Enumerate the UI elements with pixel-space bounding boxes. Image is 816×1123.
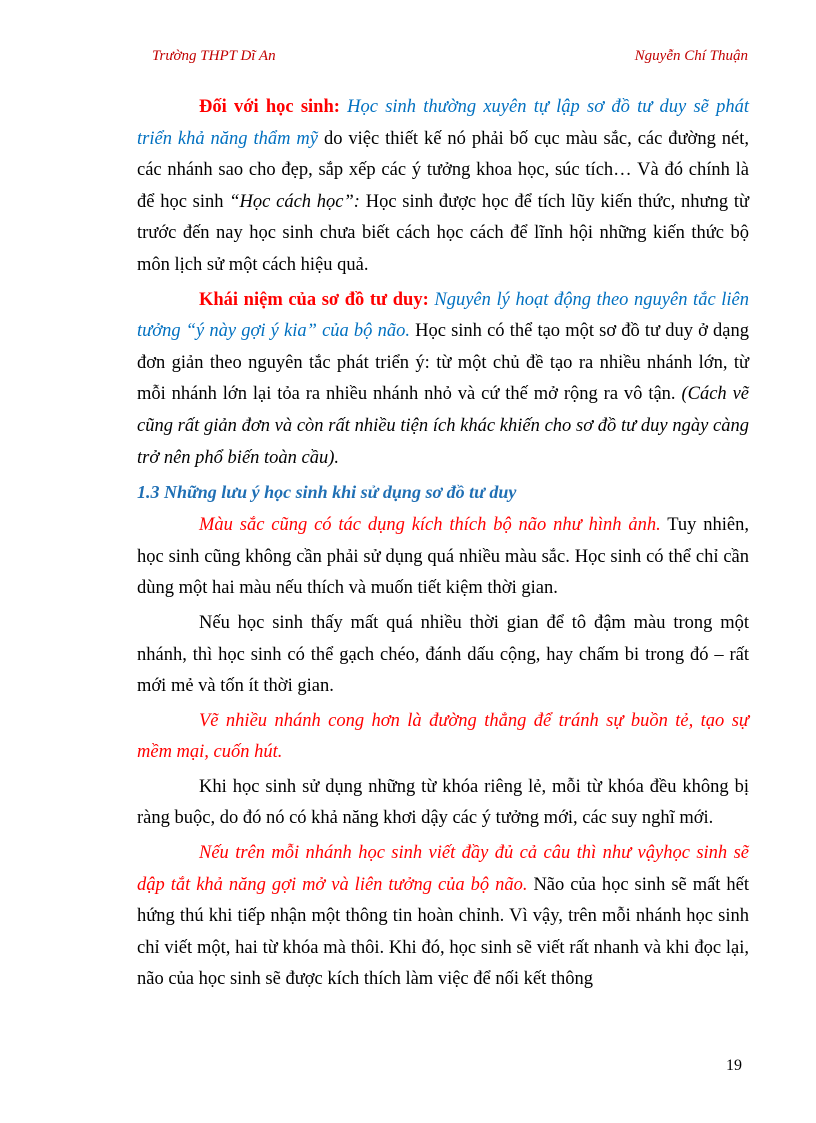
paragraph-text: Nếu học sinh thấy mất quá nhiều thời gian để tô đậm màu trong một nhánh, thì học sinh có thể gạch chéo, đánh dấu cộng, hay chấm bi trong đó – rất mới mẻ và tốn ít thời gian. xyxy=(137,612,749,697)
paragraph-khai-niem xyxy=(137,285,749,475)
paragraph-text: Khi học sinh sử dụng những từ khóa riêng lẻ, mỗi từ khóa đều không bị ràng buộc, do đó nó có khả năng khơi dậy các ý tưởng mới, các suy nghĩ mới. xyxy=(137,776,749,829)
section-heading: 1.3 Những lưu ý học sinh khi sử dụng sơ đồ tư duy xyxy=(137,482,517,503)
paragraph-mau-sac xyxy=(137,510,749,605)
paragraph-text: do việc thiết kế nó phải bố cục màu sắc, các đường nét, các nhánh sao cho đẹp, sắp xếp các ý tưởng khoa học, súc tích… Và đó chính là để học sinh xyxy=(137,128,750,212)
quote-text: “Học cách học”: xyxy=(229,191,360,212)
page-number: 19 xyxy=(726,1057,742,1074)
paragraph-lead: Khái niệm của sơ đồ tư duy: xyxy=(199,289,429,310)
paragraph-text: Học sinh có thể tạo một sơ đồ tư duy ở dạng đơn giản theo nguyên tắc phát triển ý: từ một chủ đề tạo ra nhiều nhánh lớn, từ mỗi nhánh lớn lại tỏa ra nhiều nhánh nhỏ và cứ thế mở rộng ra vô tận. xyxy=(137,321,750,405)
paragraph-text: Tuy nhiên, học sinh cũng không cần phải sử dụng quá nhiều màu sắc. Học sinh có thể chỉ cần dùng một hai màu nếu thích và muốn tiết kiệm thời gian. xyxy=(137,515,749,599)
italic-highlight: Màu sắc cũng có tác dụng kích thích bộ não như hình ảnh. xyxy=(199,515,661,536)
header-school: Trường THPT Dĩ An xyxy=(152,48,276,64)
italic-note: (Cách vẽ cũng rất giản đơn và còn rất nhiều tiện ích khác khiến cho sơ đồ tư duy ngày càng trở nên phổ biến toàn cầu). xyxy=(137,384,750,468)
italic-highlight: Nguyên lý hoạt động theo nguyên tắc liên tưởng “ý này gợi ý kia” của bộ não. xyxy=(137,289,750,342)
paragraph-lead: Đối với học sinh: xyxy=(199,97,340,117)
italic-highlight: Nếu trên mỗi nhánh học sinh viết đầy đủ cả câu thì như vậyhọc sinh sẽ dập tắt khả năng gợi mở và liên tưởng của bộ não. xyxy=(137,843,749,895)
paragraph-tu-khoa xyxy=(137,772,749,835)
paragraph-hoc-sinh xyxy=(137,92,749,282)
document-body xyxy=(137,92,749,999)
paragraph-ca-cau xyxy=(137,838,749,996)
page-header xyxy=(152,48,748,74)
paragraph-text: Học sinh được học để tích lũy kiến thức, nhưng từ trước đến nay học sinh chưa biết cách học cách để lĩnh hội những kiến thức bộ môn lịch sử một cách hiệu quả. xyxy=(137,191,749,275)
paragraph-to-dam xyxy=(137,608,749,703)
paragraph-text: Não của học sinh sẽ mất hết hứng thú khi tiếp nhận một thông tin hoàn chỉnh. Vì vậy, trên mỗi nhánh học sinh chỉ viết một, hai từ khóa mà thôi. Khi đó, học sinh sẽ viết rất nhanh và khi đọc lại, não của học sinh sẽ được kích thích làm việc để nối kết thông xyxy=(137,874,750,990)
paragraph-nhanh-cong xyxy=(137,706,749,769)
italic-highlight: Học sinh thường xuyên tự lập sơ đồ tư duy sẽ phát triển khả năng thẩm mỹ xyxy=(137,97,749,149)
italic-highlight: Vẽ nhiều nhánh cong hơn là đường thẳng để tránh sự buồn tẻ, tạo sự mềm mại, cuốn hút. xyxy=(137,710,749,763)
header-author: Nguyễn Chí Thuận xyxy=(634,48,748,64)
